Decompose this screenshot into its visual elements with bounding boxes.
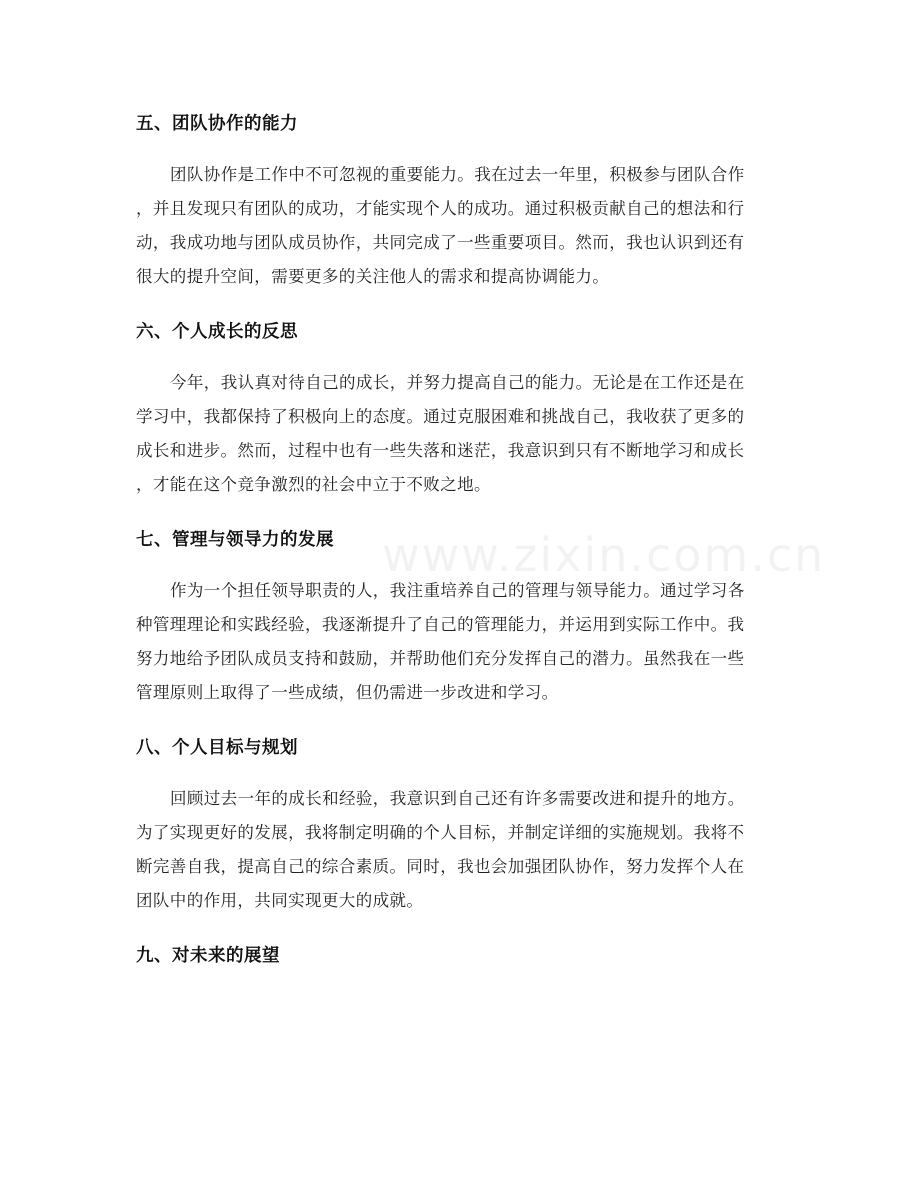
paragraph-line: 很大的提升空间，需要更多的关注他人的需求和提高协调能力。 — [136, 267, 610, 286]
section-paragraph-8 — [136, 782, 784, 918]
section-heading-6: 六、个人成长的反思 — [136, 322, 298, 342]
section-paragraph-7 — [136, 574, 784, 710]
section-heading-8: 八、个人目标与规划 — [136, 738, 298, 758]
paragraph-line: 作为一个担任领导职责的人，我注重培养自己的管理与领导能力。通过学习各 — [170, 581, 745, 600]
paragraph-line: 团队协作是工作中不可忽视的重要能力。我在过去一年里，积极参与团队合作 — [170, 165, 745, 184]
paragraph-line: 成长和进步。然而，过程中也有一些失落和迷茫，我意识到只有不断地学习和成长 — [136, 441, 745, 460]
paragraph-line: 学习中，我都保持了积极向上的态度。通过克服困难和挑战自己，我收获了更多的 — [136, 407, 745, 426]
paragraph-line: 回顾过去一年的成长和经验，我意识到自己还有许多需要改进和提升的地方。 — [170, 789, 745, 808]
section-heading-9: 九、对未来的展望 — [136, 946, 280, 966]
paragraph-line: 为了实现更好的发展，我将制定明确的个人目标，并制定详细的实施规划。我将不 — [136, 823, 745, 842]
paragraph-line: 团队中的作用，共同实现更大的成就。 — [136, 891, 424, 910]
section-paragraph-5 — [136, 158, 784, 294]
section-paragraph-6 — [136, 366, 784, 502]
section-heading-5: 五、团队协作的能力 — [136, 114, 298, 134]
paragraph-line: 今年，我认真对待自己的成长，并努力提高自己的能力。无论是在工作还是在 — [170, 373, 745, 392]
paragraph-line: 管理原则上取得了一些成绩，但仍需进一步改进和学习。 — [136, 683, 559, 702]
watermark: www.zixin.com.cn — [382, 528, 826, 582]
paragraph-line: 动，我成功地与团队成员协作，共同完成了一些重要项目。然而，我也认识到还有 — [136, 233, 745, 252]
paragraph-line: 种管理理论和实践经验，我逐渐提升了自己的管理能力，并运用到实际工作中。我 — [136, 615, 745, 634]
paragraph-line: ，并且发现只有团队的成功，才能实现个人的成功。通过积极贡献自己的想法和行 — [136, 199, 745, 218]
paragraph-line: 断完善自我，提高自己的综合素质。同时，我也会加强团队协作，努力发挥个人在 — [136, 857, 745, 876]
paragraph-line: ，才能在这个竞争激烈的社会中立于不败之地。 — [136, 475, 491, 494]
section-heading-7: 七、管理与领导力的发展 — [136, 530, 334, 550]
paragraph-line: 努力地给予团队成员支持和鼓励，并帮助他们充分发挥自己的潜力。虽然我在一些 — [136, 649, 745, 668]
